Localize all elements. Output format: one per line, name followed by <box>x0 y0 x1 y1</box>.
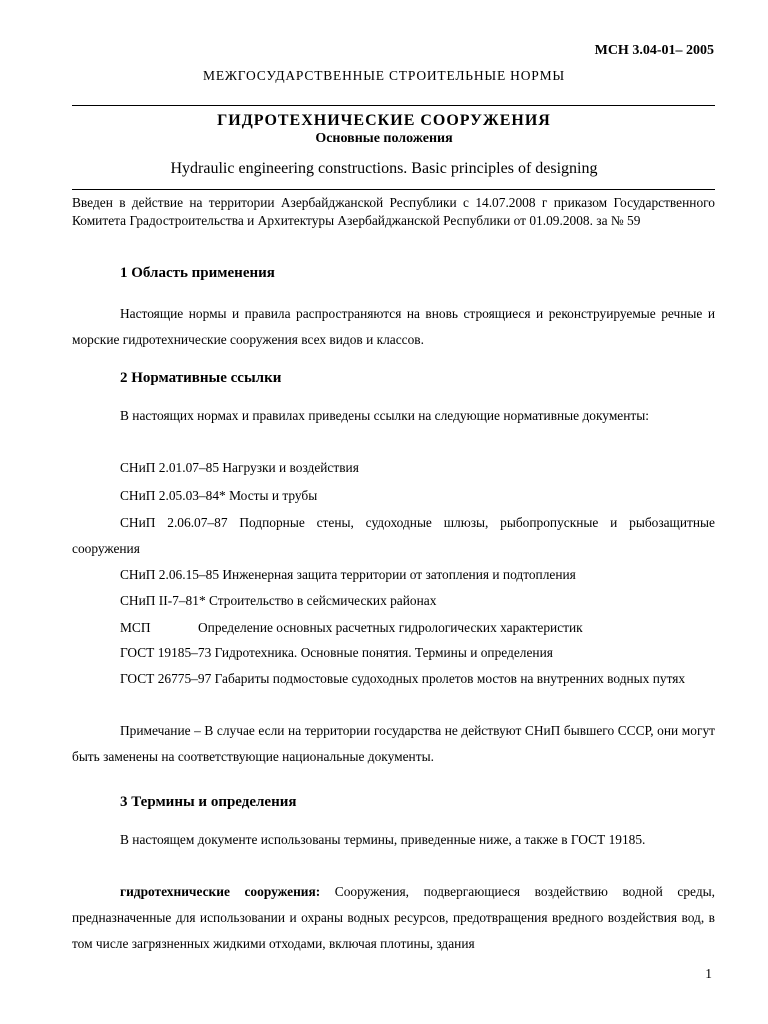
document-title-english: Hydraulic engineering constructions. Basic principles of designing <box>170 160 598 177</box>
references-intro: В настоящих нормах и правилах приведены ссылки на следующие нормативные документы: <box>120 408 649 423</box>
reference-item: СНиП II-7–81* Строительство в сейсмических районах <box>120 593 437 608</box>
reference-item: ГОСТ 19185–73 Гидротехника. Основные понятия. Термины и определения <box>120 645 553 660</box>
norms-title: МЕЖГОСУДАРСТВЕННЫЕ СТРОИТЕЛЬНЫЕ НОРМЫ <box>203 68 565 83</box>
divider-top <box>72 105 715 106</box>
reference-item-msp <box>120 620 583 636</box>
reference-item: СНиП 2.06.15–85 Инженерная защита территории от затопления и подтопления <box>120 567 576 582</box>
document-title: ГИДРОТЕХНИЧЕСКИЕ СООРУЖЕНИЯ <box>217 112 551 129</box>
msp-code: МСП <box>120 620 151 635</box>
section-heading-terms: 3 Термины и определения <box>120 794 297 810</box>
section-heading-scope: 1 Область применения <box>120 265 275 281</box>
term-definition <box>72 879 715 957</box>
references-note: Примечание – В случае если на территории государства не действуют СНиП бывшего СССР, они могут быть заменены на соответствующие национальные документы. <box>72 723 715 764</box>
reference-item: ГОСТ 26775–97 Габариты подмостовые судоходных пролетов мостов на внутренних водных путях <box>120 671 686 686</box>
section-heading-references: 2 Нормативные ссылки <box>120 370 282 386</box>
term-text: Сооружения, подвергающиеся воздействию водной среды, предназначенные для использовании и охраны водных ресурсов, предотвращения вредного воздействия вод, в том числе загрязненных жидкими отходами, включая плотины, здания <box>72 884 715 951</box>
scope-paragraph: Настоящие нормы и правила распространяются на вновь строящиеся и реконструируемые речные и морские гидротехнические сооружения всех видов и классов. <box>72 306 715 347</box>
page-number: 1 <box>705 966 712 981</box>
term-name: гидротехнические сооружения: <box>120 884 321 899</box>
reference-item: СНиП 2.05.03–84* Мосты и трубы <box>120 488 318 503</box>
terms-intro: В настоящем документе использованы термины, приведенные ниже, а также в ГОСТ 19185. <box>120 832 646 847</box>
document-subtitle: Основные положения <box>315 131 453 146</box>
msp-text: Определение основных расчетных гидрологических характеристик <box>198 620 583 635</box>
divider-bottom <box>72 189 715 190</box>
document-code: МСН 3.04-01– 2005 <box>594 43 714 58</box>
reference-item: СНиП 2.01.07–85 Нагрузки и воздействия <box>120 460 359 475</box>
introduction-note: Введен в действие на территории Азербайджанской Республики с 14.07.2008 г приказом Государственного Комитета Градостроительства и Архитектуры Азербайджанской Республики от 01.09.2008. за № 59 <box>72 195 715 228</box>
reference-item: СНиП 2.06.07–87 Подпорные стены, судоходные шлюзы, рыбопропускные и рыбозащитные сооружения <box>72 515 715 556</box>
